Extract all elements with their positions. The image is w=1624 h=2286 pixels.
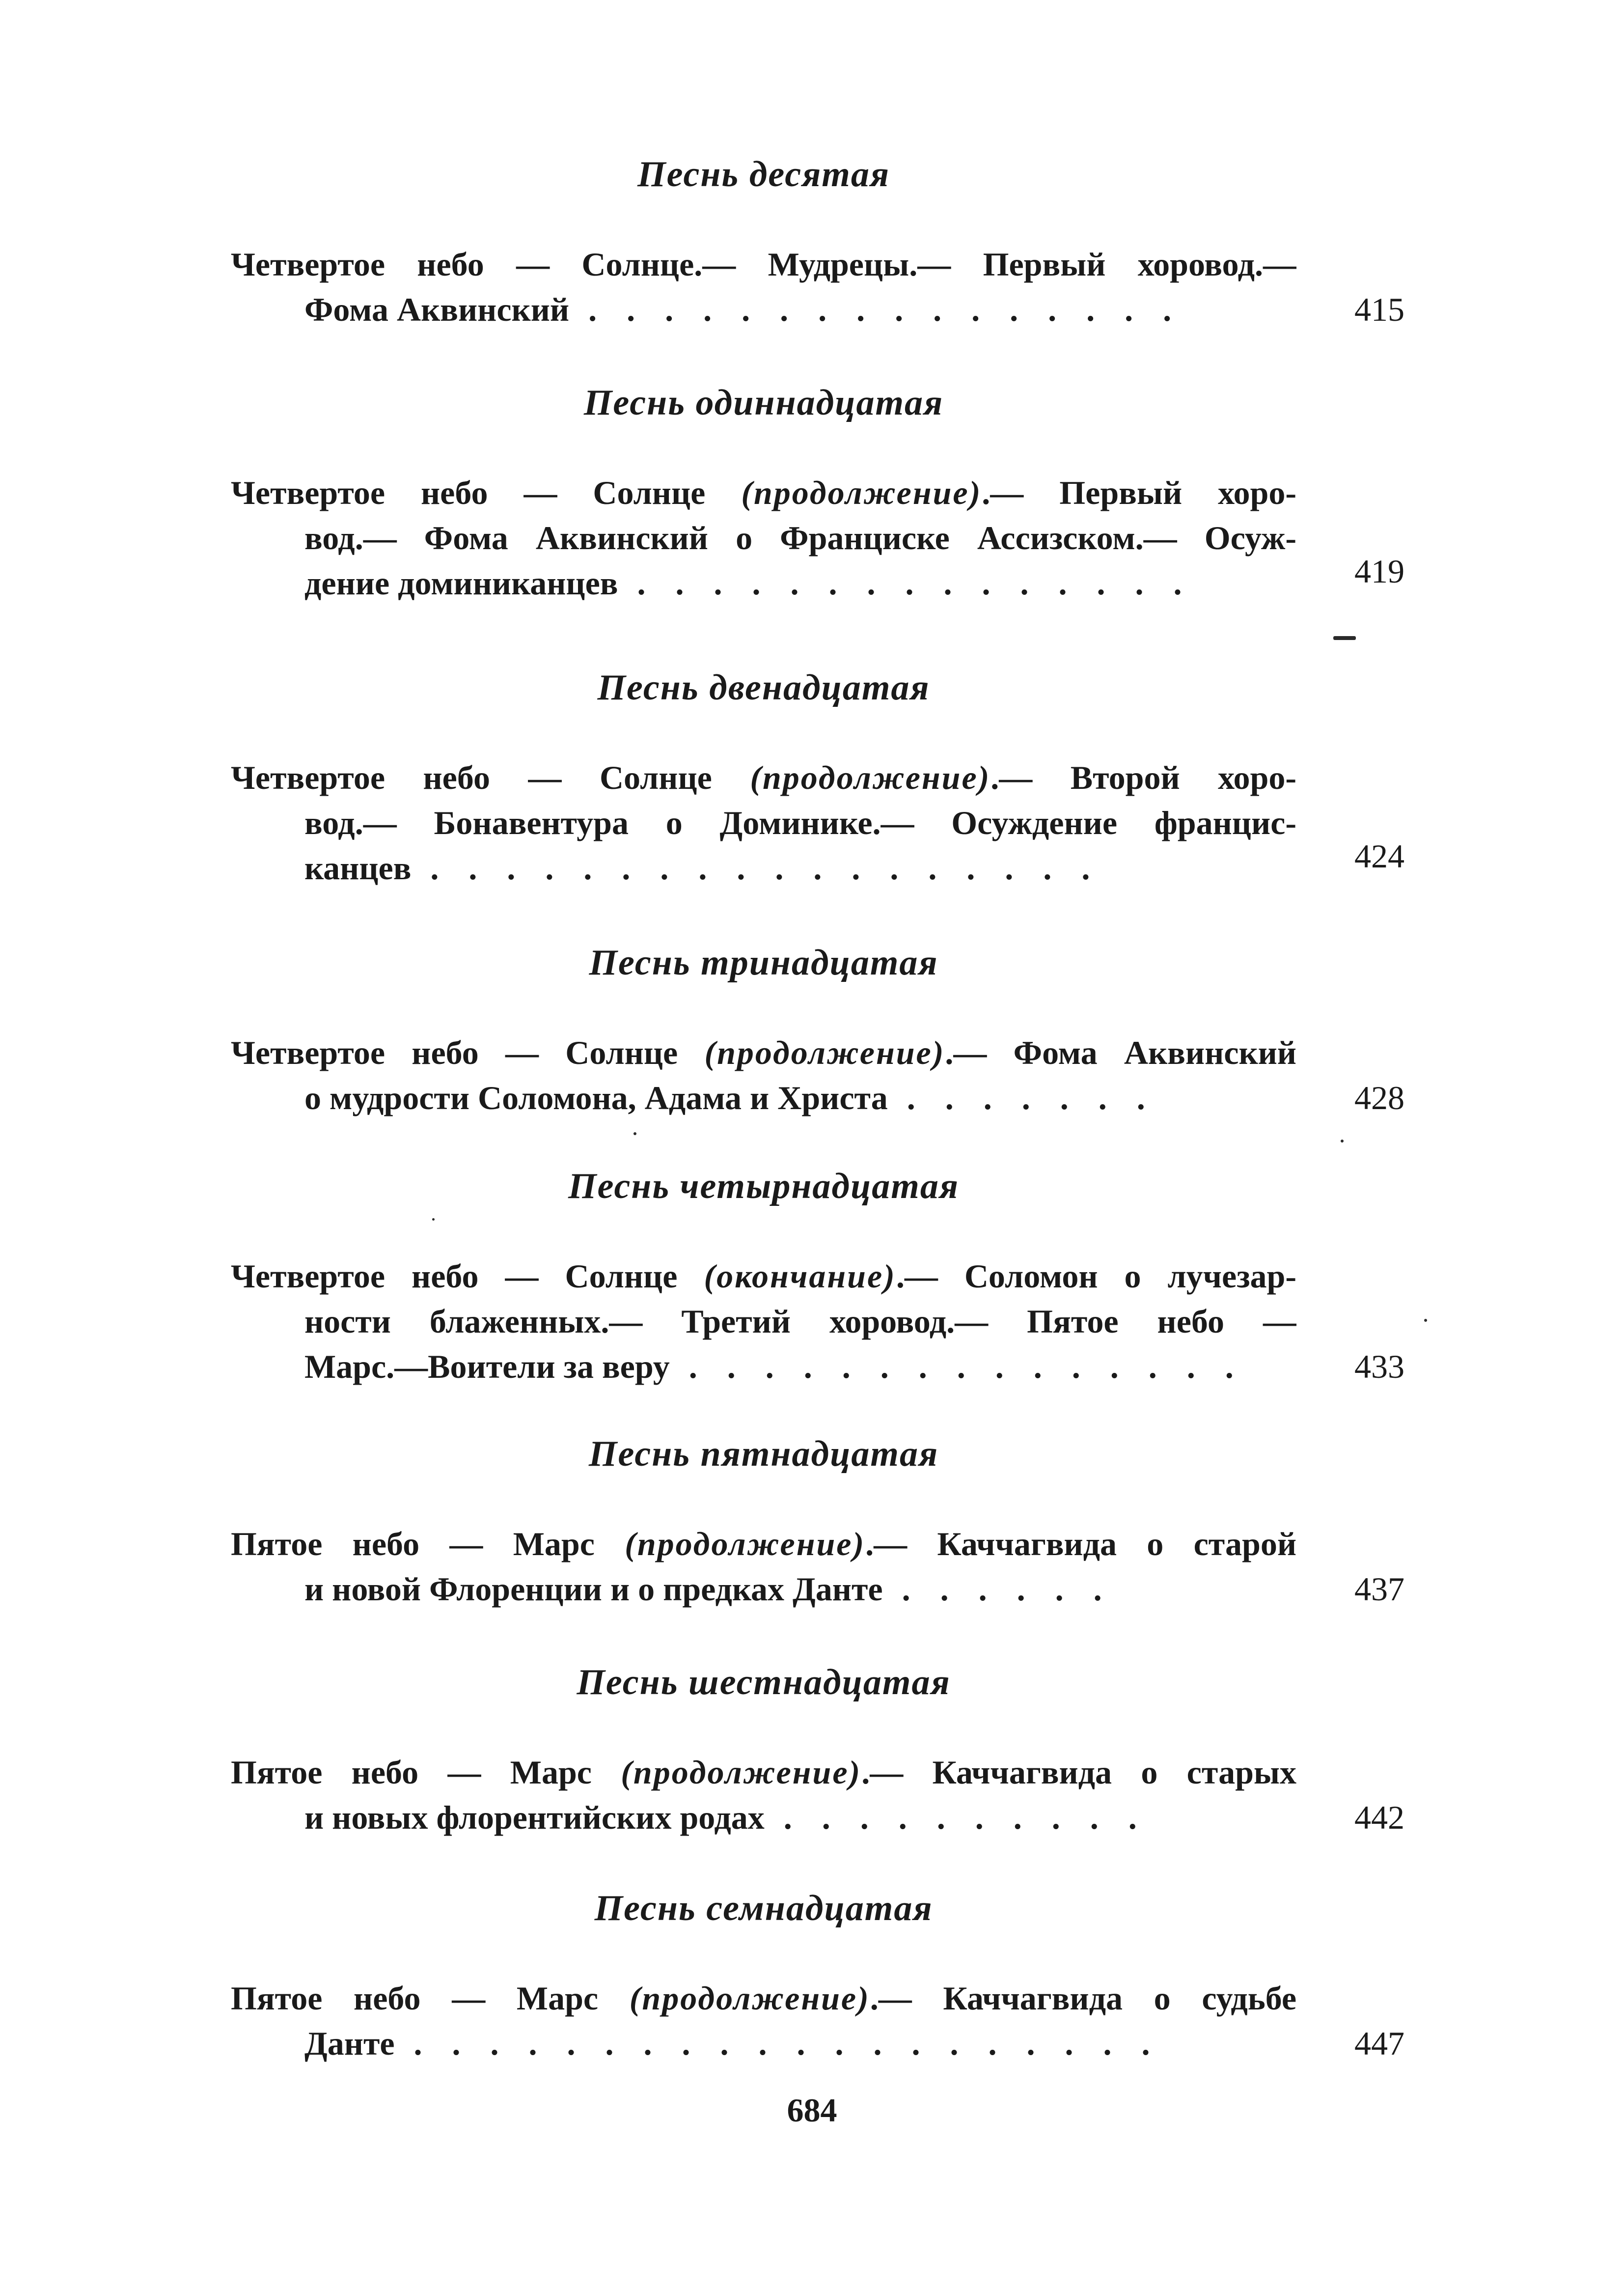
entry-line-last — [231, 1795, 1296, 1840]
entry-line-last — [231, 560, 1296, 606]
entry-line-text: Фома Аквинский — [304, 291, 570, 328]
italic-note: (продолжение) — [621, 1754, 862, 1791]
toc-entry — [231, 1750, 1404, 1840]
entry-line: Четвертое небо — Солнце.— Мудрецы.— Первый хоровод.— — [231, 246, 1296, 283]
italic-note: (окончание) — [704, 1257, 896, 1295]
page-number: 433 — [1354, 1348, 1404, 1385]
entry-line: Пятое небо — Марс (продолжение).— Каччагвида о судьбе — [231, 1979, 1296, 2017]
leader-dots: . . . . . . . . . . . . . . . — [618, 564, 1193, 602]
leader-dots: . . . . . . . . . . . . . . . . — [569, 291, 1183, 328]
entry-line-text: Данте — [304, 2025, 395, 2062]
toc-entry — [231, 1521, 1404, 1612]
canto-title: Песнь десятая — [637, 154, 890, 195]
toc-section-canto-15 — [231, 1432, 1404, 1612]
leader-dots: . . . . . . . . . . — [764, 1799, 1148, 1836]
entry-line-last — [231, 845, 1296, 891]
entry-line-last — [231, 1566, 1296, 1612]
leader-dots: . . . . . . — [882, 1570, 1113, 1608]
entry-line-last — [231, 2021, 1296, 2066]
italic-note: (продолжение) — [704, 1034, 945, 1071]
page-number: 419 — [1354, 553, 1404, 590]
toc-entry — [231, 1254, 1404, 1389]
entry-line: Четвертое небо — Солнце (продолжение).— Второй хоро- — [231, 759, 1296, 796]
entry-line-text: канцев — [304, 849, 412, 887]
toc-entry — [231, 1030, 1404, 1120]
entry-line-text: и новой Флоренции и о предках Данте — [304, 1570, 883, 1608]
toc-section-canto-17 — [231, 1886, 1404, 2066]
entry-line-text: дение доминиканцев — [304, 564, 618, 602]
scan-speck — [633, 1132, 636, 1135]
entry-line: Четвертое небо — Солнце (продолжение).— Фома Аквинский — [231, 1034, 1296, 1071]
canto-title: Песнь одиннадцатая — [583, 383, 944, 423]
canto-title: Песнь шестнадцатая — [577, 1662, 951, 1702]
page-number: 415 — [1354, 291, 1404, 328]
page-number: 424 — [1354, 837, 1404, 875]
entry-line: вод.— Бонавентура о Доминике.— Осуждение францис- — [304, 804, 1296, 841]
toc-section-canto-16 — [231, 1660, 1404, 1840]
toc-entry — [231, 1976, 1404, 2066]
canto-title: Песнь двенадцатая — [597, 668, 930, 708]
entry-line-last — [231, 287, 1296, 332]
toc-section-canto-13 — [231, 941, 1404, 1120]
entry-line-text: Марс.—Воители за веру — [304, 1348, 670, 1385]
italic-note: (продолжение) — [625, 1525, 866, 1562]
entry-line: Четвертое небо — Солнце (окончание).— Соломон о лучезар- — [231, 1257, 1296, 1295]
entry-line: ности блаженных.— Третий хоровод.— Пятое небо — — [304, 1303, 1296, 1340]
page-number: 447 — [1354, 2025, 1404, 2062]
toc-section-canto-11 — [231, 381, 1404, 606]
toc-section-canto-12 — [231, 666, 1404, 891]
scan-speck — [1341, 1140, 1344, 1143]
canto-title: Песнь семнадцатая — [594, 1888, 933, 1928]
leader-dots: . . . . . . . — [887, 1079, 1156, 1116]
entry-line-last — [231, 1075, 1296, 1120]
entry-line: Четвертое небо — Солнце (продолжение).— Первый хоро- — [231, 474, 1296, 511]
entry-line: Пятое небо — Марс (продолжение).— Каччагвида о старой — [231, 1525, 1296, 1562]
leader-dots: . . . . . . . . . . . . . . . . . . — [411, 849, 1101, 887]
italic-note: (продолжение) — [629, 1979, 870, 2017]
toc-entry — [231, 242, 1404, 332]
entry-line-text: о мудрости Соломона, Адама и Христа — [304, 1079, 888, 1116]
scan-speck — [1424, 1319, 1427, 1322]
page-number: 437 — [1354, 1570, 1404, 1608]
folio-page-number: 684 — [787, 2091, 837, 2129]
page-number: 428 — [1354, 1079, 1404, 1116]
page-number: 442 — [1354, 1799, 1404, 1836]
toc-entry — [231, 470, 1404, 606]
canto-title: Песнь четырнадцатая — [568, 1166, 959, 1206]
toc-section-canto-10 — [231, 152, 1404, 332]
italic-note: (продолжение) — [741, 474, 982, 511]
leader-dots: . . . . . . . . . . . . . . . . . . . . — [394, 2025, 1161, 2062]
entry-line: Пятое небо — Марс (продолжение).— Каччагвида о старых — [231, 1754, 1296, 1791]
canto-title: Песнь пятнадцатая — [588, 1434, 939, 1474]
entry-line-last — [231, 1344, 1296, 1389]
toc-section-canto-14 — [231, 1164, 1404, 1389]
leader-dots: . . . . . . . . . . . . . . . — [669, 1348, 1244, 1385]
italic-note: (продолжение) — [750, 759, 991, 796]
entry-line: вод.— Фома Аквинский о Франциске Ассизском.— Осуж- — [304, 519, 1296, 557]
toc-entry — [231, 755, 1404, 891]
entry-line-text: и новых флорентийских родах — [304, 1799, 765, 1836]
canto-title: Песнь тринадцатая — [589, 943, 938, 983]
scan-speck — [1333, 636, 1356, 640]
scan-speck — [432, 1218, 435, 1221]
